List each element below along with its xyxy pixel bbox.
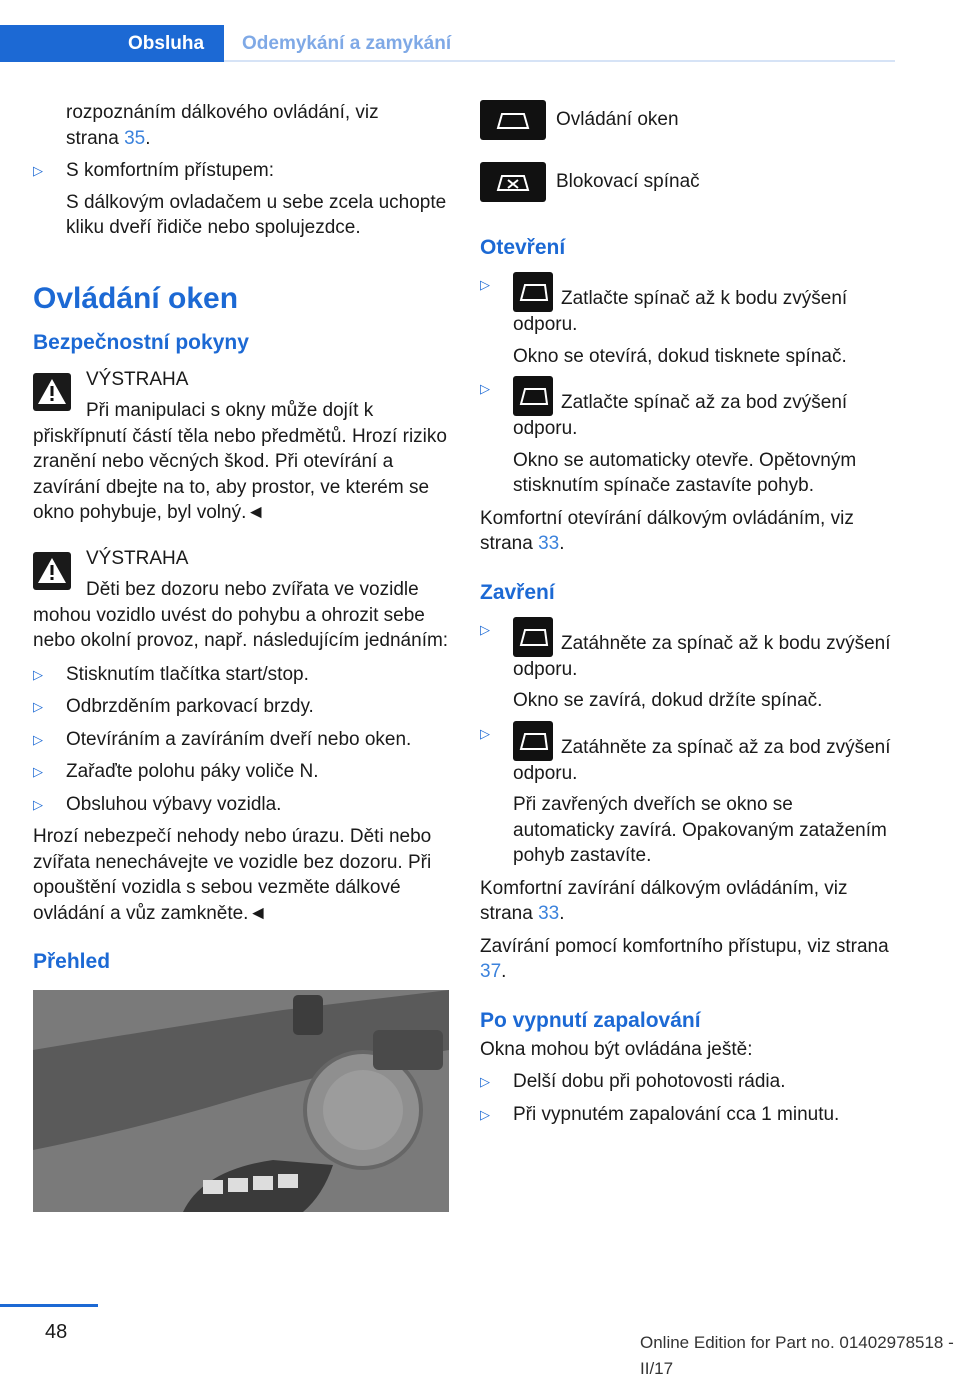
- window-switch-icon: [513, 721, 553, 761]
- page-link-37[interactable]: 37: [480, 961, 502, 982]
- tab-obsluha[interactable]: Obsluha: [0, 25, 224, 62]
- triangle-bullet-icon: ▷: [33, 764, 43, 779]
- ignition-intro: Okna mohou být ovládána ještě:: [480, 1038, 753, 1060]
- list-item: ▷ Zatlačte spínač až k bodu zvýšení odporu. Okno se otevírá, dokud tisknete spínač.: [480, 272, 896, 369]
- list-item: ▷ Při vypnutém zapalování cca 1 minutu.: [480, 1102, 896, 1128]
- triangle-bullet-icon: ▷: [480, 277, 490, 292]
- triangle-bullet-icon: ▷: [480, 381, 490, 396]
- section-title: Ovládání oken: [33, 281, 239, 315]
- triangle-bullet-icon: ▷: [33, 731, 43, 747]
- page-number: 48: [45, 1321, 68, 1343]
- page-link-33[interactable]: 33: [538, 533, 560, 554]
- triangle-bullet-icon: ▷: [480, 725, 490, 741]
- warning-heading: VÝSTRAHA: [86, 547, 189, 569]
- window-switch-icon: [480, 100, 546, 140]
- warning-icon: [33, 552, 71, 590]
- window-switch-icon: [513, 272, 553, 312]
- page-link-35[interactable]: 35: [124, 127, 146, 149]
- window-switch-icon: [513, 376, 553, 416]
- list-item: ▷ Zařaďte polohu páky voliče N.: [33, 759, 449, 785]
- list-item: ▷ Stisknutím tlačítka start/stop.: [33, 662, 449, 688]
- window-switch-icon: [513, 617, 553, 657]
- list-item: ▷ Obsluhou výbavy vozidla.: [33, 792, 449, 818]
- page-header: [0, 0, 960, 62]
- subsection-safety: Bezpečnostní pokyny: [33, 330, 249, 354]
- warning-block: [33, 367, 449, 526]
- warning-text: Při manipulaci s okny může dojít k přiskřípnutí částí těla nebo předmětů. Hrozí riziko zranění nebo věcných škod. Při otevírání a zavírání dbejte na to, aby prostor, ve kterém se okno pohybuje, byl volný.◄: [33, 400, 447, 523]
- triangle-bullet-icon: ▷: [33, 796, 43, 812]
- warning-icon: [33, 373, 71, 411]
- triangle-bullet-icon: ▷: [480, 1074, 490, 1089]
- footer-divider: [0, 1304, 98, 1307]
- subsection-ignition: Po vypnutí zapalování: [480, 1008, 701, 1032]
- subsection-close: Zavření: [480, 580, 555, 604]
- intro-paragraph: rozpoznáním dálkového ovládání, viz strana 35.: [66, 102, 379, 149]
- door-panel-photo: [33, 990, 449, 1212]
- lock-switch-icon: [480, 162, 546, 202]
- warning-tail: Hrozí nebezpečí nehody nebo úrazu. Děti nebo zvířata nenechávejte ve vozidle bez dozoru. Při opouštění vozidla s sebou vezměte dálkové ovládání a vůz zamkněte.◄: [33, 826, 432, 924]
- triangle-bullet-icon: ▷: [33, 666, 43, 682]
- tab-section[interactable]: Odemykání a zamykání: [242, 33, 452, 54]
- open-comfort-paragraph: Komfortní otevírání dálkovým ovládáním, viz strana 33.: [480, 507, 854, 554]
- subsection-overview: Přehled: [33, 950, 111, 973]
- page-link-33[interactable]: 33: [538, 903, 560, 924]
- triangle-bullet-icon: ▷: [480, 621, 490, 637]
- list-item: ▷ S komfortním přístupem: S dálkovým ovladačem u sebe zcela uchopte kliku dveří řidiče nebo spolujezdce.: [33, 160, 447, 238]
- legend-window-switch: Ovládání oken: [480, 100, 896, 150]
- subsection-open: Otevření: [480, 236, 566, 259]
- right-column: [480, 100, 896, 1134]
- triangle-bullet-icon: ▷: [33, 699, 43, 714]
- list-item: ▷ Zatáhněte za spínač až za bod zvýšení odporu. Při zavřených dveřích se okno se automaticky zavírá. Opakovaným zatažením pohyb zastavíte.: [480, 721, 896, 869]
- close-comfort-paragraph: Komfortní zavírání dálkovým ovládáním, viz strana 33.: [480, 877, 848, 924]
- list-item: ▷ Zatlačte spínač až za bod zvýšení odporu. Okno se automaticky otevře. Opětovným stisknutím spínače zastavíte pohyb.: [480, 376, 896, 499]
- warning-text: Děti bez dozoru nebo zvířata ve vozidle mohou vozidlo uvést do pohybu a ohrozit sebe nebo okolní provoz, např. následujícím jednáním:: [33, 579, 449, 651]
- close-access-paragraph: Zavírání pomocí komfortního přístupu, viz strana 37.: [480, 935, 889, 982]
- list-item: ▷ Delší dobu při pohotovosti rádia.: [480, 1069, 896, 1095]
- triangle-bullet-icon: ▷: [480, 1106, 490, 1122]
- warning-block: [33, 546, 449, 927]
- left-column: [33, 100, 449, 1212]
- triangle-bullet-icon: ▷: [33, 163, 43, 178]
- edition-note: Online Edition for Part no. 01402978518 - II/17: [640, 1333, 954, 1378]
- list-item: ▷ Odbrzděním parkovací brzdy.: [33, 694, 449, 720]
- list-item: ▷ Zatáhněte za spínač až k bodu zvýšení odporu. Okno se zavírá, dokud držíte spínač.: [480, 617, 896, 714]
- list-item: ▷ Otevíráním a zavíráním dveří nebo oken.: [33, 727, 449, 753]
- warning-heading: VÝSTRAHA: [86, 368, 189, 390]
- header-divider: [224, 60, 895, 62]
- legend-lock-switch: Blokovací spínač: [480, 162, 896, 212]
